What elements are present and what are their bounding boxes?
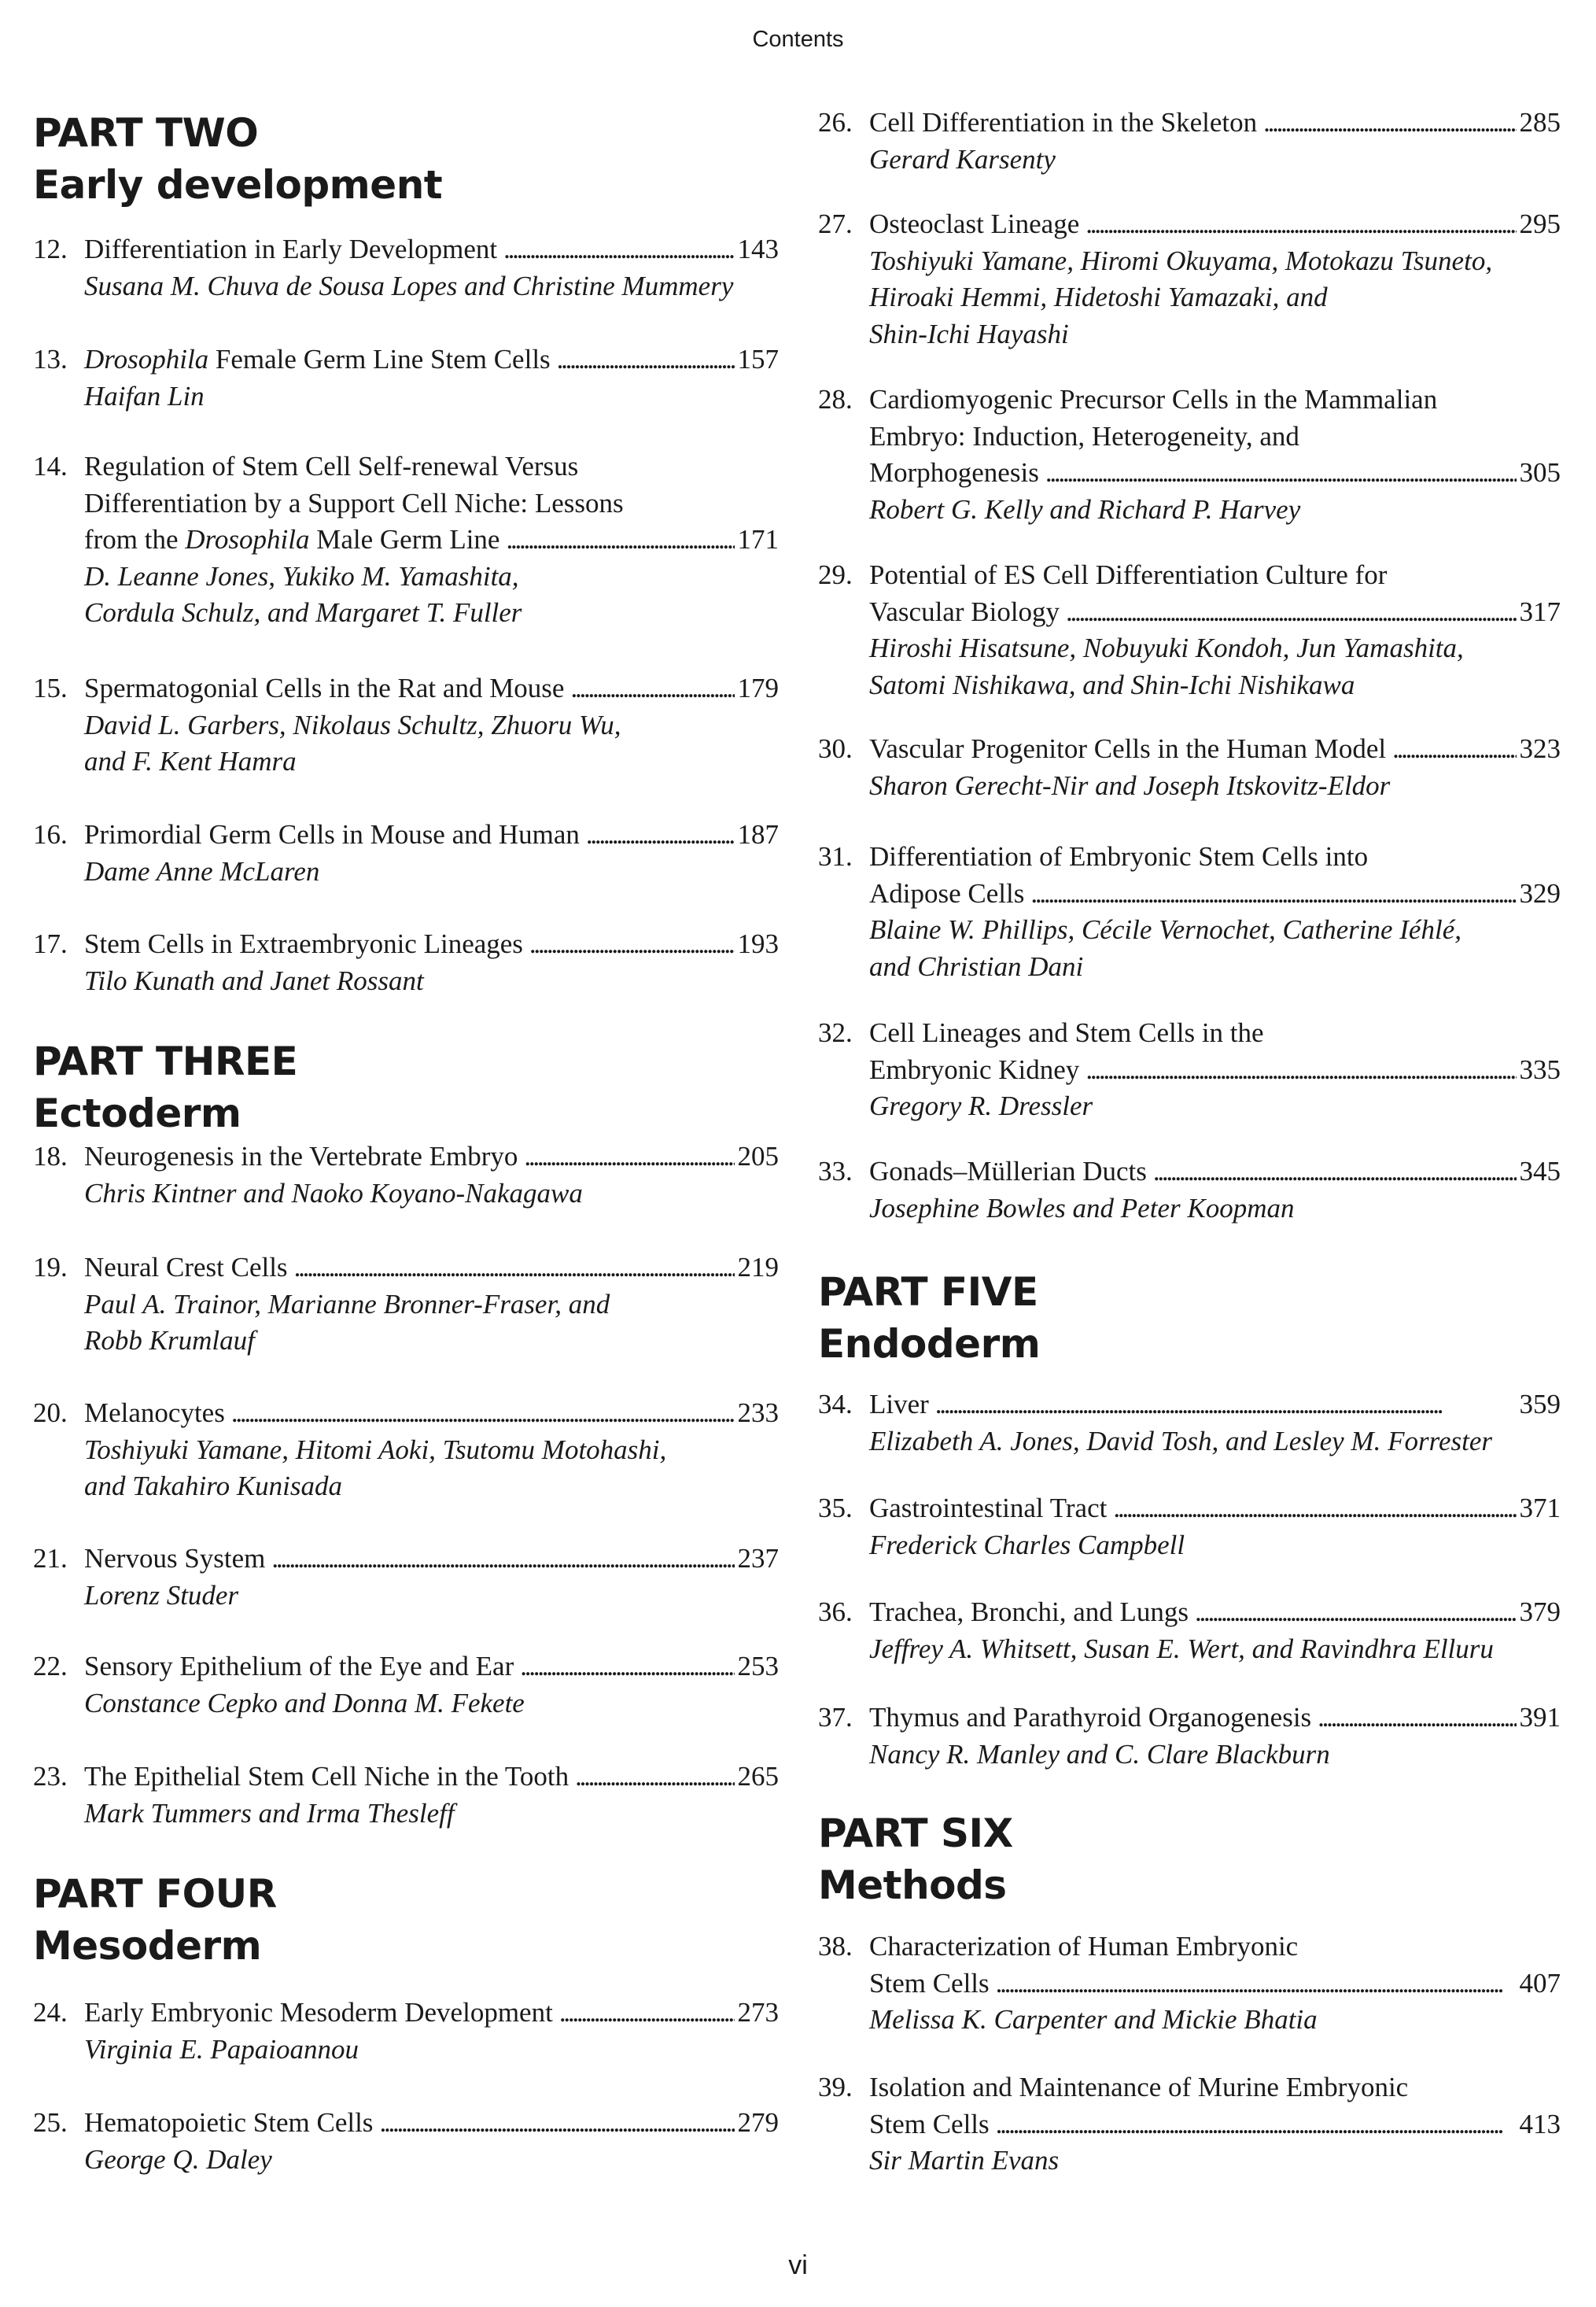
chapter-authors: Shin-Ichi Hayashi bbox=[869, 318, 1069, 349]
chapter-title-text: Liver bbox=[869, 1389, 929, 1419]
chapter-number: 39. bbox=[818, 2072, 853, 2102]
chapter-title-prefix: from the bbox=[84, 524, 186, 555]
entry-title-line bbox=[33, 1648, 779, 1685]
part-name: Endoderm bbox=[818, 1321, 1041, 1367]
part-label: PART SIX bbox=[818, 1811, 1013, 1856]
entry-title-line bbox=[33, 1395, 779, 1432]
chapter-title bbox=[869, 1700, 1311, 1737]
part-label: PART THREE bbox=[33, 1039, 298, 1084]
chapter-authors: Hiroshi Hisatsune, Nobuyuki Kondoh, Jun Yamashita, bbox=[869, 633, 1464, 663]
entry-title-line bbox=[33, 448, 779, 485]
chapter-title-text: Neurogenesis in the Vertebrate Embryo bbox=[84, 1141, 518, 1172]
entry-title-line bbox=[818, 731, 1561, 768]
page-number: vi bbox=[788, 2250, 808, 2280]
chapter-authors: Satomi Nishikawa, and Shin-Ichi Nishikawa bbox=[869, 669, 1355, 700]
chapter-title bbox=[84, 817, 580, 854]
page-number-ref: 371 bbox=[1519, 1493, 1561, 1523]
chapter-number: 13. bbox=[33, 344, 68, 375]
chapter-number: 31. bbox=[818, 841, 853, 872]
toc-entry[interactable] bbox=[33, 817, 779, 890]
chapter-title-text: Osteoclast Lineage bbox=[869, 209, 1080, 239]
chapter-title bbox=[84, 1395, 225, 1432]
entry-title-line bbox=[33, 1995, 779, 2032]
toc-entry[interactable] bbox=[33, 670, 779, 781]
chapter-number: 26. bbox=[818, 107, 853, 138]
chapter-number: 36. bbox=[818, 1596, 853, 1627]
chapter-title-text: Stem Cells bbox=[869, 1967, 990, 1999]
chapter-authors: Dame Anne McLaren bbox=[84, 855, 320, 887]
toc-entry[interactable] bbox=[33, 1995, 779, 2068]
chapter-title-text: Female Germ Line Stem Cells bbox=[208, 344, 551, 375]
chapter-title-text: Thymus and Parathyroid Organogenesis bbox=[869, 1702, 1312, 1733]
chapter-title-text: Cardiomyogenic Precursor Cells in the Mammalian bbox=[869, 384, 1438, 415]
chapter-authors: Gregory R. Dressler bbox=[869, 1091, 1093, 1121]
chapter-number: 16. bbox=[33, 819, 68, 850]
entry-title-line bbox=[818, 557, 1561, 594]
page-number-ref: 391 bbox=[1519, 1702, 1561, 1733]
entry-title-line bbox=[33, 1139, 779, 1176]
chapter-authors: Sir Martin Evans bbox=[869, 2145, 1060, 2176]
chapter-number: 21. bbox=[33, 1543, 68, 1574]
chapter-authors: Paul A. Trainor, Marianne Bronner-Fraser, and bbox=[84, 1288, 610, 1320]
dot-leader bbox=[294, 1249, 735, 1286]
dot-leader bbox=[529, 926, 735, 963]
page-number-ref: 413 bbox=[1519, 2108, 1561, 2139]
chapter-number: 19. bbox=[33, 1252, 68, 1283]
chapter-title-text: Stem Cells in Extraembryonic Lineages bbox=[84, 928, 523, 959]
dot-leader bbox=[1195, 1594, 1517, 1631]
chapter-number: 23. bbox=[33, 1761, 68, 1792]
dot-leader bbox=[231, 1395, 735, 1432]
dot-leader bbox=[935, 1386, 1517, 1423]
chapter-title-text: Early Embryonic Mesoderm Development bbox=[84, 1997, 553, 2028]
part-heading bbox=[33, 1868, 779, 1972]
part-name: Methods bbox=[818, 1862, 1007, 1908]
chapter-number: 27. bbox=[818, 209, 853, 239]
page-number-ref: 143 bbox=[737, 234, 779, 264]
chapter-title-text: Potential of ES Cell Differentiation Culture for bbox=[869, 559, 1388, 590]
chapter-title bbox=[84, 1541, 265, 1578]
chapter-title-text: Adipose Cells bbox=[869, 877, 1025, 909]
dot-leader bbox=[996, 2106, 1517, 2143]
chapter-title-text: The Epithelial Stem Cell Niche in the Tooth bbox=[84, 1761, 569, 1792]
page-number-ref: 279 bbox=[737, 2107, 779, 2138]
part-name: Early development bbox=[33, 162, 443, 208]
chapter-title bbox=[869, 1052, 1079, 1089]
chapter-title-text: Isolation and Maintenance of Murine Embryonic bbox=[869, 2072, 1409, 2102]
entry-title-line bbox=[818, 1594, 1561, 1631]
part-heading bbox=[33, 107, 779, 211]
chapter-title bbox=[869, 876, 1024, 913]
running-header: Contents bbox=[752, 27, 844, 52]
entry-title-line bbox=[33, 926, 779, 963]
dot-leader bbox=[506, 522, 734, 559]
toc-entry[interactable] bbox=[33, 1395, 779, 1505]
chapter-title bbox=[869, 206, 1079, 243]
toc-entry[interactable] bbox=[818, 1015, 1561, 1125]
toc-entry[interactable] bbox=[818, 557, 1561, 703]
chapter-title bbox=[84, 1995, 553, 2032]
part-label: PART TWO bbox=[33, 110, 259, 156]
entry-title-line bbox=[818, 2069, 1561, 2106]
entry-title-line bbox=[818, 839, 1561, 876]
entry-title-line bbox=[818, 1490, 1561, 1527]
chapter-title-text: Embryo: Induction, Heterogeneity, and bbox=[869, 420, 1299, 452]
chapter-title-text: Gonads–Müllerian Ducts bbox=[869, 1156, 1147, 1187]
toc-entry[interactable] bbox=[33, 341, 779, 415]
chapter-title-text: Gastrointestinal Tract bbox=[869, 1493, 1108, 1523]
dot-leader bbox=[996, 1966, 1517, 2002]
page-number-ref: 205 bbox=[737, 1141, 779, 1172]
chapter-authors: David L. Garbers, Nikolaus Schultz, Zhuoru Wu, bbox=[84, 709, 621, 740]
entry-title-line bbox=[33, 341, 779, 378]
chapter-title-text: Neural Crest Cells bbox=[84, 1252, 288, 1283]
dot-leader bbox=[1086, 206, 1516, 243]
chapter-number: 30. bbox=[818, 733, 853, 764]
toc-entry[interactable] bbox=[818, 105, 1561, 178]
toc-entry[interactable] bbox=[818, 731, 1561, 804]
entry-title-line bbox=[818, 594, 1561, 631]
chapter-title-text: Cell Differentiation in the Skeleton bbox=[869, 107, 1258, 138]
chapter-title-text: Hematopoietic Stem Cells bbox=[84, 2107, 374, 2138]
dot-leader bbox=[575, 1759, 734, 1796]
chapter-title-text: Regulation of Stem Cell Self-renewal Versus bbox=[84, 451, 579, 482]
toc-entry[interactable] bbox=[33, 231, 779, 305]
chapter-title bbox=[84, 522, 499, 559]
chapter-title bbox=[84, 341, 551, 378]
chapter-authors: Haifan Lin bbox=[84, 380, 205, 412]
chapter-title-text: Differentiation by a Support Cell Niche: Lessons bbox=[84, 487, 624, 519]
page-number-ref: 237 bbox=[737, 1543, 779, 1574]
entry-title-line bbox=[33, 817, 779, 854]
toc-entry[interactable] bbox=[33, 2105, 779, 2178]
chapter-authors: Mark Tummers and Irma Thesleff bbox=[84, 1797, 455, 1829]
page-number-ref: 171 bbox=[737, 524, 779, 555]
chapter-authors: Frederick Charles Campbell bbox=[869, 1529, 1185, 1560]
chapter-title bbox=[84, 1139, 518, 1176]
page-number-ref: 407 bbox=[1519, 1967, 1561, 1999]
toc-entry[interactable] bbox=[33, 1139, 779, 1212]
dot-leader bbox=[379, 2105, 734, 2142]
chapter-title-text: Embryonic Kidney bbox=[869, 1054, 1080, 1085]
chapter-title bbox=[869, 1594, 1189, 1631]
page-number-ref: 305 bbox=[1519, 457, 1561, 488]
chapter-title bbox=[84, 670, 564, 707]
chapter-authors: Jeffrey A. Whitsett, Susan E. Wert, and Ravindhra Elluru bbox=[869, 1633, 1494, 1664]
dot-leader bbox=[1263, 105, 1516, 142]
entry-title-line bbox=[33, 670, 779, 707]
page-number-ref: 295 bbox=[1519, 209, 1561, 239]
entry-title-line bbox=[818, 105, 1561, 142]
chapter-title-text: Primordial Germ Cells in Mouse and Human bbox=[84, 819, 580, 850]
dot-leader bbox=[271, 1541, 734, 1578]
toc-entry[interactable] bbox=[33, 1759, 779, 1832]
chapter-authors: Toshiyuki Yamane, Hiromi Okuyama, Motokazu Tsuneto, bbox=[869, 245, 1493, 276]
chapter-authors: Constance Cepko and Donna M. Fekete bbox=[84, 1687, 525, 1718]
chapter-authors: Melissa K. Carpenter and Mickie Bhatia bbox=[869, 2004, 1318, 2035]
toc-entry[interactable] bbox=[33, 1249, 779, 1360]
page-number-ref: 285 bbox=[1519, 107, 1561, 138]
entry-title-line bbox=[818, 1015, 1561, 1052]
entry-title-line bbox=[33, 2105, 779, 2142]
chapter-number: 32. bbox=[818, 1017, 853, 1048]
chapter-authors: Lorenz Studer bbox=[84, 1579, 239, 1611]
dot-leader bbox=[1392, 731, 1516, 768]
chapter-number: 28. bbox=[818, 384, 853, 415]
chapter-title bbox=[84, 1759, 569, 1796]
entry-title-line bbox=[33, 1541, 779, 1578]
entry-title-line bbox=[33, 522, 779, 559]
chapter-authors: and Takahiro Kunisada bbox=[84, 1471, 343, 1501]
chapter-title-text: Stem Cells bbox=[869, 2108, 990, 2139]
chapter-title-text: Male Germ Line bbox=[309, 524, 500, 555]
toc-entry[interactable] bbox=[818, 2069, 1561, 2180]
page-number-ref: 379 bbox=[1519, 1596, 1561, 1627]
dot-leader bbox=[524, 1139, 734, 1176]
dot-leader bbox=[1153, 1154, 1517, 1190]
part-name: Ectoderm bbox=[33, 1091, 241, 1136]
chapter-title bbox=[869, 1386, 929, 1423]
toc-entry[interactable] bbox=[818, 1154, 1561, 1227]
page-number-ref: 265 bbox=[737, 1761, 779, 1792]
chapter-title-italic: Drosophila bbox=[185, 524, 310, 555]
chapter-number: 14. bbox=[33, 451, 68, 482]
dot-leader bbox=[557, 341, 735, 378]
chapter-authors: D. Leanne Jones, Yukiko M. Yamashita, bbox=[84, 560, 519, 592]
toc-entry[interactable] bbox=[818, 1490, 1561, 1563]
chapter-title bbox=[869, 105, 1257, 142]
dot-leader bbox=[1066, 594, 1516, 631]
toc-entry[interactable] bbox=[818, 1929, 1561, 2039]
chapter-authors: and F. Kent Hamra bbox=[84, 746, 297, 777]
chapter-number: 38. bbox=[818, 1931, 853, 1962]
chapter-title bbox=[84, 1648, 514, 1685]
page-number-ref: 233 bbox=[737, 1397, 779, 1428]
toc-entry[interactable] bbox=[33, 448, 779, 632]
page-number-ref: 219 bbox=[737, 1252, 779, 1283]
entry-title-line bbox=[33, 1759, 779, 1796]
entry-title-line bbox=[818, 1700, 1561, 1737]
chapter-title bbox=[869, 594, 1060, 631]
chapter-authors: Robb Krumlauf bbox=[84, 1325, 255, 1356]
chapter-number: 12. bbox=[33, 234, 68, 264]
chapter-authors: Toshiyuki Yamane, Hitomi Aoki, Tsutomu Motohashi, bbox=[84, 1434, 667, 1465]
chapter-number: 18. bbox=[33, 1141, 68, 1172]
entry-title-line bbox=[818, 1929, 1561, 1966]
chapter-title-text: Vascular Progenitor Cells in the Human Model bbox=[869, 733, 1387, 764]
entry-title-line bbox=[33, 485, 779, 522]
page-number-ref: 329 bbox=[1519, 877, 1561, 909]
toc-entry[interactable] bbox=[33, 1541, 779, 1614]
part-name: Mesoderm bbox=[33, 1923, 262, 1969]
dot-leader bbox=[1113, 1490, 1516, 1527]
page-number-ref: 317 bbox=[1519, 596, 1561, 627]
chapter-title-text: Differentiation in Early Development bbox=[84, 234, 498, 264]
chapter-title bbox=[84, 1249, 288, 1286]
entry-title-line bbox=[818, 382, 1561, 419]
page-number-ref: 323 bbox=[1519, 733, 1561, 764]
chapter-authors: and Christian Dani bbox=[869, 950, 1084, 982]
page-number-ref: 157 bbox=[737, 344, 779, 375]
page-number-ref: 253 bbox=[737, 1651, 779, 1681]
chapter-title-text: Sensory Epithelium of the Eye and Ear bbox=[84, 1651, 514, 1681]
chapter-number: 35. bbox=[818, 1493, 853, 1523]
chapter-title bbox=[869, 1490, 1107, 1527]
chapter-authors: Robert G. Kelly and Richard P. Harvey bbox=[869, 493, 1301, 525]
chapter-title bbox=[84, 231, 497, 268]
entry-title-line bbox=[818, 1154, 1561, 1190]
page-number-ref: 345 bbox=[1519, 1156, 1561, 1187]
chapter-authors: Josephine Bowles and Peter Koopman bbox=[869, 1192, 1295, 1224]
toc-entry[interactable] bbox=[818, 382, 1561, 528]
chapter-title-text: Melanocytes bbox=[84, 1397, 225, 1428]
chapter-number: 25. bbox=[33, 2107, 68, 2138]
toc-entry[interactable] bbox=[818, 206, 1561, 353]
chapter-number: 15. bbox=[33, 673, 68, 703]
part-heading bbox=[818, 1807, 1561, 1911]
chapter-authors: Susana M. Chuva de Sousa Lopes and Christine Mummery bbox=[84, 270, 734, 301]
chapter-number: 24. bbox=[33, 1997, 68, 2028]
chapter-authors: Virginia E. Papaioannou bbox=[84, 2033, 359, 2065]
chapter-title-text: Spermatogonial Cells in the Rat and Mouse bbox=[84, 673, 565, 703]
toc-entry[interactable] bbox=[818, 1594, 1561, 1667]
chapter-title bbox=[869, 2106, 990, 2143]
page-number-ref: 335 bbox=[1519, 1054, 1561, 1085]
page-number-ref: 193 bbox=[737, 928, 779, 959]
dot-leader bbox=[520, 1648, 734, 1685]
chapter-title-text: Trachea, Bronchi, and Lungs bbox=[869, 1596, 1189, 1627]
chapter-title-text: Differentiation of Embryonic Stem Cells into bbox=[869, 841, 1369, 872]
page-number-ref: 179 bbox=[737, 673, 779, 703]
entry-title-line bbox=[818, 876, 1561, 913]
part-heading bbox=[818, 1266, 1561, 1370]
chapter-authors: Cordula Schulz, and Margaret T. Fuller bbox=[84, 597, 522, 628]
chapter-authors: Tilo Kunath and Janet Rossant bbox=[84, 965, 424, 996]
chapter-number: 37. bbox=[818, 1702, 853, 1733]
page-number-ref: 359 bbox=[1519, 1389, 1561, 1419]
chapter-title-text: Morphogenesis bbox=[869, 457, 1039, 488]
toc-entry[interactable] bbox=[818, 839, 1561, 985]
chapter-number: 17. bbox=[33, 928, 68, 959]
entry-title-line bbox=[33, 1249, 779, 1286]
chapter-number: 22. bbox=[33, 1651, 68, 1681]
entry-title-line bbox=[818, 455, 1561, 492]
toc-entry[interactable] bbox=[818, 1700, 1561, 1773]
part-heading bbox=[33, 1035, 779, 1139]
toc-entry[interactable] bbox=[33, 1648, 779, 1722]
chapter-authors: Elizabeth A. Jones, David Tosh, and Lesley M. Forrester bbox=[869, 1425, 1492, 1456]
entry-title-line bbox=[818, 2106, 1561, 2143]
dot-leader bbox=[503, 231, 734, 268]
chapter-title bbox=[84, 926, 523, 963]
dot-leader bbox=[1086, 1052, 1516, 1089]
chapter-authors: Nancy R. Manley and C. Clare Blackburn bbox=[869, 1738, 1330, 1770]
dot-leader bbox=[586, 817, 735, 854]
chapter-title bbox=[869, 731, 1386, 768]
page-number-ref: 187 bbox=[737, 819, 779, 850]
chapter-authors: Hiroaki Hemmi, Hidetoshi Yamazaki, and bbox=[869, 282, 1328, 312]
chapter-title-italic: Drosophila bbox=[84, 344, 209, 375]
chapter-authors: Chris Kintner and Naoko Koyano-Nakagawa bbox=[84, 1177, 583, 1209]
entry-title-line bbox=[818, 419, 1561, 456]
chapter-title-text: Cell Lineages and Stem Cells in the bbox=[869, 1017, 1264, 1048]
toc-entry[interactable] bbox=[33, 926, 779, 999]
chapter-number: 29. bbox=[818, 559, 853, 590]
entry-title-line bbox=[818, 1966, 1561, 2002]
dot-leader bbox=[559, 1995, 735, 2032]
chapter-number: 34. bbox=[818, 1389, 853, 1419]
chapter-number: 20. bbox=[33, 1397, 68, 1428]
dot-leader bbox=[1318, 1700, 1516, 1737]
chapter-title bbox=[869, 455, 1039, 492]
entry-title-line bbox=[818, 1052, 1561, 1089]
dot-leader bbox=[1030, 876, 1516, 913]
part-label: PART FIVE bbox=[818, 1269, 1038, 1315]
chapter-title-text: Characterization of Human Embryonic bbox=[869, 1931, 1299, 1962]
toc-entry[interactable] bbox=[818, 1386, 1561, 1460]
chapter-title bbox=[869, 1154, 1147, 1190]
chapter-authors: Blaine W. Phillips, Cécile Vernochet, Catherine Iéhlé, bbox=[869, 914, 1461, 945]
chapter-title bbox=[84, 2105, 373, 2142]
page-number-ref: 273 bbox=[737, 1997, 779, 2028]
part-label: PART FOUR bbox=[33, 1871, 277, 1917]
entry-title-line bbox=[818, 1386, 1561, 1423]
chapter-authors: Gerard Karsenty bbox=[869, 143, 1056, 175]
dot-leader bbox=[1045, 455, 1517, 492]
entry-title-line bbox=[818, 206, 1561, 243]
chapter-title bbox=[869, 1966, 990, 2002]
entry-title-line bbox=[33, 231, 779, 268]
chapter-authors: George Q. Daley bbox=[84, 2143, 272, 2175]
chapter-authors: Sharon Gerecht-Nir and Joseph Itskovitz-Eldor bbox=[869, 770, 1391, 801]
chapter-title-text: Vascular Biology bbox=[869, 596, 1060, 627]
chapter-number: 33. bbox=[818, 1156, 853, 1187]
dot-leader bbox=[570, 670, 734, 707]
chapter-title-text: Nervous System bbox=[84, 1543, 266, 1574]
